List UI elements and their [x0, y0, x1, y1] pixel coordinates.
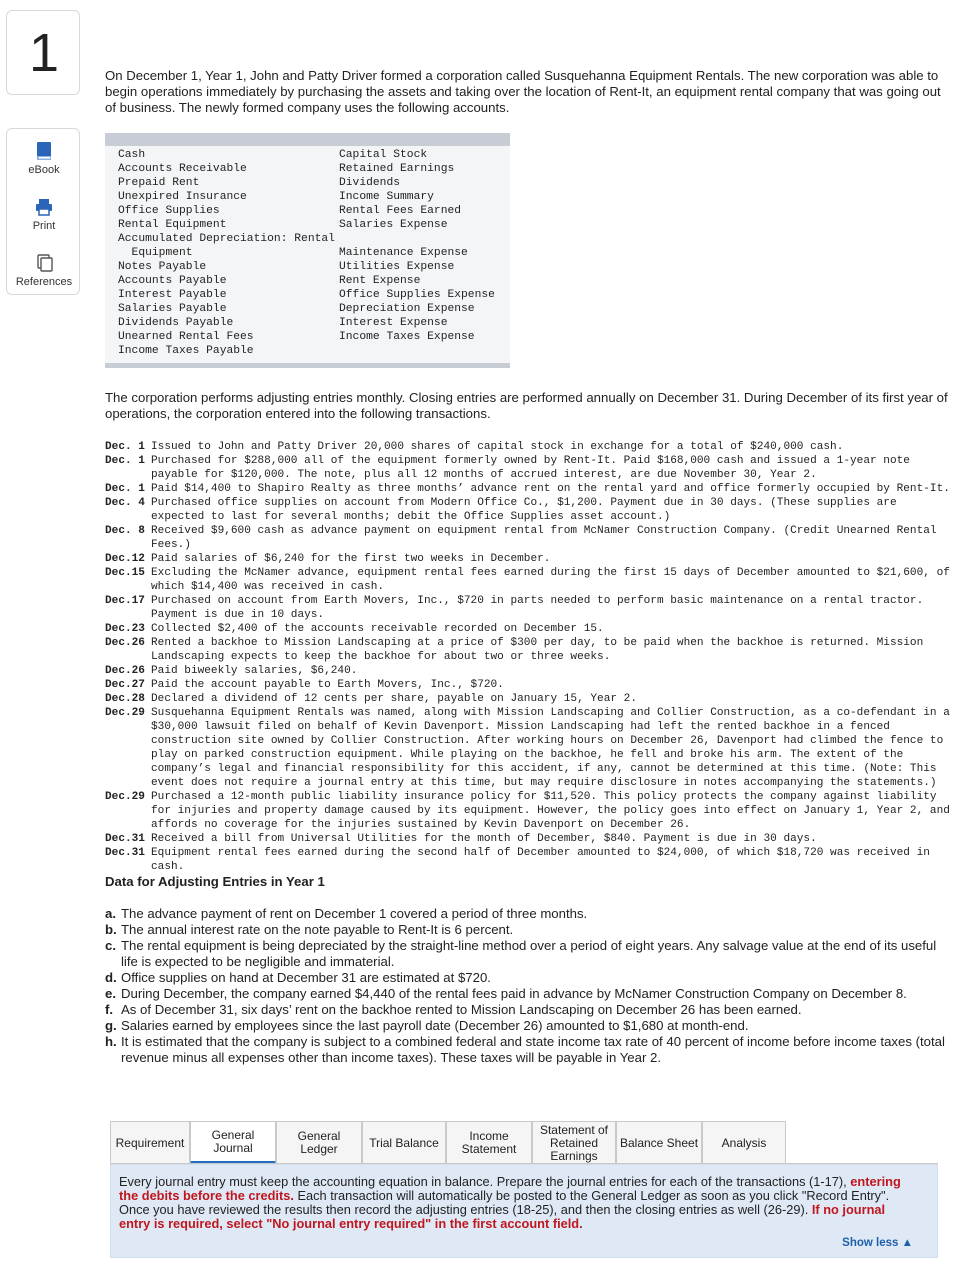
instructions-panel — [110, 1164, 938, 1258]
transaction-date: Dec.26 — [105, 637, 145, 649]
adjusting-key: d. — [105, 970, 117, 985]
instructions-emphasis-debits: entering the debits before the credits. — [119, 1174, 901, 1203]
transaction-date: Dec.28 — [105, 693, 145, 705]
adjusting-text: The annual interest rate on the note payable to Rent-It is 6 percent. — [121, 922, 514, 937]
adjusting-text: The advance payment of rent on December 1 covered a period of three months. — [121, 906, 588, 921]
transaction-row — [105, 524, 955, 552]
adjusting-key: f. — [105, 1002, 114, 1017]
transaction-text: Susquehanna Equipment Rentals was named, along with Mission Landscaping and Collier Construction, as a co-defendant in a $30,000 lawsuit filed on behalf of Kevin Davenport. Mission Landscaping had left the rented backhoe in a fenced construction site owned by Collier Construction. After working hours on December 26, Davenport had climbed the fence to play on parked construction equipment. While playing on the backhoe, he fell and broke his arm. The extent of the company’s legal and financial responsibility for this accident, if any, cannot be determined at this time. (Note: This event does not require a journal entry at this time, but may require disclosure in notes accompanying the statements.) — [151, 707, 950, 789]
transaction-date: Dec.31 — [105, 833, 145, 845]
adjusting-key: g. — [105, 1018, 117, 1033]
transaction-text: Received $9,600 cash as advance payment on equipment rental from McNamer Construction Company. (Credit Unearned Rental Fees.) — [151, 525, 937, 551]
transaction-text: Issued to John and Patty Driver 20,000 shares of capital stock in exchange for a total of $240,000 cash. — [151, 441, 844, 453]
adjusting-text: As of December 31, six days’ rent on the backhoe rented to Mission Landscaping on December 26 has been earned. — [121, 1002, 802, 1017]
transaction-row — [105, 692, 955, 706]
transactions-list — [105, 440, 955, 874]
transaction-text: Equipment rental fees earned during the second half of December amounted to $24,000, of which $18,720 was received in cash. — [151, 847, 930, 873]
adjusting-item — [105, 938, 950, 970]
tools-panel — [6, 128, 80, 295]
transaction-text: Collected $2,400 of the accounts receivable recorded on December 15. — [151, 623, 604, 635]
adjusting-item — [105, 1002, 950, 1018]
show-less-label: Show less — [842, 1237, 899, 1249]
print-label: Print — [32, 220, 56, 232]
transaction-date: Dec.23 — [105, 623, 145, 635]
transaction-date: Dec.27 — [105, 679, 145, 691]
transaction-text: Purchased on account from Earth Movers, Inc., $720 in parts needed to perform basic maintenance on a rental tractor. Payment is due in 10 days. — [151, 595, 924, 621]
transaction-row — [105, 482, 955, 496]
printer-icon — [34, 197, 54, 217]
adjusting-item — [105, 970, 950, 986]
tab-trial-balance[interactable]: Trial Balance — [362, 1121, 446, 1164]
adjusting-item — [105, 1034, 950, 1066]
transaction-date: Dec.29 — [105, 707, 145, 719]
transaction-text: Excluding the McNamer advance, equipment rental fees earned during the first 15 days of December amounted to $21,600, of which $14,400 was received in cash. — [151, 567, 950, 593]
adjusting-text: During December, the company earned $4,440 of the rental fees paid in advance by McNamer Construction Company on December 8. — [121, 986, 907, 1001]
transaction-row — [105, 664, 955, 678]
tab-requirement[interactable]: Requirement — [110, 1121, 190, 1164]
adjusting-item — [105, 922, 950, 938]
transaction-row — [105, 636, 955, 664]
question-number: 1 — [28, 23, 60, 83]
transaction-row — [105, 790, 955, 832]
adjusting-key: b. — [105, 922, 117, 937]
transaction-row — [105, 594, 955, 622]
adjusting-key: h. — [105, 1034, 117, 1049]
intro-paragraph: On December 1, Year 1, John and Patty Driver formed a corporation called Susquehanna Equipment Rentals. The new corporation was able to begin operations immediately by purchasing the assets and taking over the location of Rent-It, an equipment rental company that was going out of business. The newly formed company uses the following accounts. — [105, 68, 941, 115]
adjusting-text: It is estimated that the company is subject to a combined federal and state income tax rate of 40 percent of income before income taxes (total revenue minus all expenses other than income taxes). These taxes will be payable in Year 2. — [121, 1034, 945, 1065]
references-button[interactable] — [7, 253, 81, 288]
tab-general-journal[interactable]: General Journal — [190, 1121, 276, 1164]
adjusting-text: The rental equipment is being depreciated by the straight-line method over a period of eight years. Any salvage value at the end of its useful life is expected to be negligible and immaterial. — [121, 938, 937, 969]
adjusting-key: c. — [105, 938, 116, 953]
accounts-left-column: Cash Accounts Receivable Prepaid Rent Unexpired Insurance Office Supplies Rental Equipment Accumulated Depreciation: Rental Equipment Notes Payable Accounts Payable Interest Payable Salaries Payable Dividends Payable Unearned Rental Fees Income Taxes Payable — [118, 149, 335, 357]
transaction-date: Dec.29 — [105, 791, 145, 803]
instructions-part1: Every journal entry must keep the accounting equation in balance. Prepare the journal entries for each of the transactions (1-17), — [119, 1174, 851, 1189]
adjusting-item — [105, 906, 950, 922]
transaction-date: Dec.15 — [105, 567, 145, 579]
transaction-row — [105, 566, 955, 594]
tab-general-ledger[interactable]: General Ledger — [276, 1121, 362, 1164]
references-label: References — [15, 276, 73, 288]
transaction-date: Dec. 8 — [105, 525, 145, 537]
adjusting-list — [105, 906, 950, 1066]
transaction-text: Paid biweekly salaries, $6,240. — [151, 665, 358, 677]
tab-analysis[interactable]: Analysis — [702, 1121, 786, 1164]
transaction-date: Dec.31 — [105, 847, 145, 859]
transaction-date: Dec. 1 — [105, 441, 145, 453]
transaction-text: Received a bill from Universal Utilities for the month of December, $840. Payment is due in 30 days. — [151, 833, 817, 845]
transaction-text: Paid the account payable to Earth Movers, Inc., $720. — [151, 679, 504, 691]
book-icon — [34, 141, 54, 161]
transaction-row — [105, 678, 955, 692]
transaction-row — [105, 454, 955, 482]
adjusting-title: Data for Adjusting Entries in Year 1 — [105, 874, 325, 889]
instructions-emphasis-no-entry: If no journal entry is required, select "No journal entry required" in the first account field. — [119, 1202, 886, 1231]
adjusting-item — [105, 986, 950, 1002]
accounts-table — [105, 133, 510, 369]
ebook-button[interactable] — [7, 141, 81, 176]
tab-balance-sheet[interactable]: Balance Sheet — [616, 1121, 702, 1164]
adjusting-text: Office supplies on hand at December 31 are estimated at $720. — [121, 970, 491, 985]
question-number-box — [6, 10, 80, 95]
transaction-text: Rented a backhoe to Mission Landscaping at a price of $300 per day, to be paid when the backhoe is returned. Mission Landscaping expects to keep the backhoe for about two or three weeks. — [151, 637, 924, 663]
transaction-date: Dec.12 — [105, 553, 145, 565]
tab-income-statement[interactable]: Income Statement — [446, 1121, 532, 1164]
transaction-text: Purchased a 12-month public liability insurance policy for $11,520. This policy protects the company against liability for injuries and property damage caused by its equipment. However, the policy goes into effect on January 1, Year 2, and affords no coverage for the injuries sustained by Kevin Davenport on December 26. — [151, 791, 950, 831]
transaction-date: Dec. 1 — [105, 483, 145, 495]
print-button[interactable] — [7, 197, 81, 232]
adjusting-key: e. — [105, 986, 116, 1001]
tab-bar — [110, 1121, 786, 1164]
transaction-text: Declared a dividend of 12 cents per share, payable on January 15, Year 2. — [151, 693, 637, 705]
triangle-up-icon: ▲ — [901, 1237, 913, 1249]
show-less-link[interactable] — [842, 1237, 913, 1249]
transaction-row — [105, 832, 955, 846]
adjusting-text: Salaries earned by employees since the last payroll date (December 26) amounted to $1,680 at month-end. — [121, 1018, 749, 1033]
transaction-date: Dec.17 — [105, 595, 145, 607]
transaction-row — [105, 622, 955, 636]
transaction-date: Dec. 4 — [105, 497, 145, 509]
ebook-label: eBook — [28, 164, 60, 176]
copy-icon — [34, 253, 54, 273]
instructions-part2: Each transaction will automatically be posted to the General Ledger as soon as you click "Record Entry". Once you have reviewed the results then record the adjusting entries (18-25), and then the closing entries as well (26-29). — [119, 1188, 890, 1217]
transaction-row — [105, 552, 955, 566]
tab-statement-of-retained-earnings[interactable]: Statement of Retained Earnings — [532, 1121, 616, 1164]
transaction-date: Dec. 1 — [105, 455, 145, 467]
transactions-intro: The corporation performs adjusting entries monthly. Closing entries are performed annually on December 31. During December of its first year of operations, the corporation entered into the following transactions. — [105, 390, 948, 421]
transaction-text: Paid $14,400 to Shapiro Realty as three months’ advance rent on the rental yard and office formerly occupied by Rent-It. — [151, 483, 950, 495]
transaction-text: Purchased for $288,000 all of the equipment formerly owned by Rent-It. Paid $168,000 cash and issued a 1-year note payable for $120,000. The note, plus all 12 months of accrued interest, are due November 30, Year 2. — [151, 455, 910, 481]
accounts-right-column: Capital Stock Retained Earnings Dividends Income Summary Rental Fees Earned Salaries Expense Maintenance Expense Utilities Expense Rent Expense Office Supplies Expense Depreciation Expense Interest Expense Income Taxes Expense — [339, 149, 495, 343]
table-top-bar — [105, 133, 510, 146]
transaction-row — [105, 846, 955, 874]
instructions-text — [119, 1175, 919, 1231]
transaction-row — [105, 440, 955, 454]
transaction-row — [105, 496, 955, 524]
transaction-date: Dec.26 — [105, 665, 145, 677]
transaction-text: Paid salaries of $6,240 for the first two weeks in December. — [151, 553, 551, 565]
adjusting-key: a. — [105, 906, 116, 921]
table-bottom-bar — [105, 363, 510, 368]
transaction-text: Purchased office supplies on account from Modern Office Co., $1,200. Payment due in 30 days. (These supplies are expected to last for several months; debit the Office Supplies asset account.) — [151, 497, 897, 523]
adjusting-item — [105, 1018, 950, 1034]
transaction-row — [105, 706, 955, 790]
